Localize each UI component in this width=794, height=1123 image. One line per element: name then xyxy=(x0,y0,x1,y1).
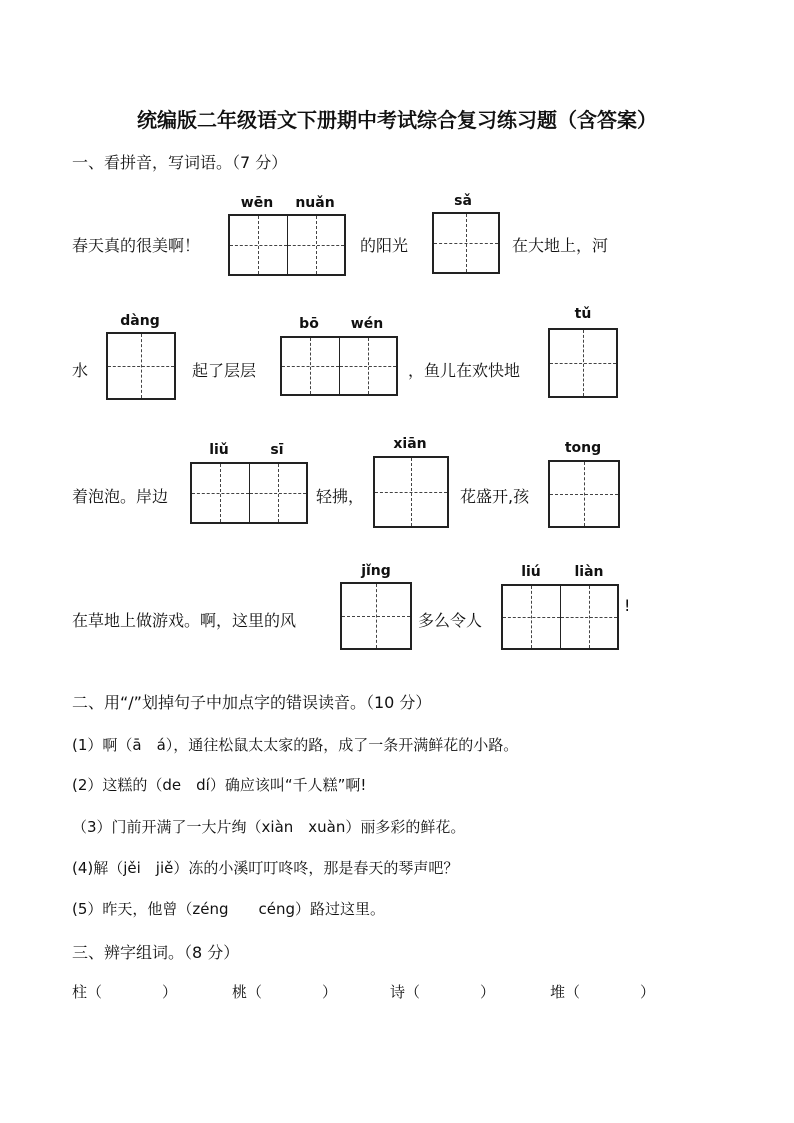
pinyin-tong: tong xyxy=(564,440,602,456)
word-blank-zhu[interactable]: 柱（ ） xyxy=(72,983,178,1001)
row2-text-b: 起了层层 xyxy=(192,361,257,380)
section-2-item-4: (4)解（jěi jiě）冻的小溪叮叮咚咚，那是春天的琴声吧？ xyxy=(72,859,459,877)
writing-grid-wennuan[interactable] xyxy=(228,214,346,276)
word-blank-shi[interactable]: 诗（ ） xyxy=(390,983,496,1001)
pinyin-nuan: nuǎn xyxy=(295,195,335,211)
section-2-item-2: (2）这糕的（de dí）确应该叫“千人糕”啊! xyxy=(72,776,367,794)
pinyin-tu: tǔ xyxy=(574,306,592,322)
row3-text-c: 花盛开,孩 xyxy=(460,487,530,506)
writing-grid-dang[interactable] xyxy=(106,332,176,400)
pinyin-lian: liàn xyxy=(574,564,604,580)
row1-text-b: 的阳光 xyxy=(360,236,409,255)
writing-grid-liulian[interactable] xyxy=(501,584,619,650)
row1-text-c: 在大地上，河 xyxy=(512,236,609,255)
writing-grid-tu[interactable] xyxy=(548,328,618,398)
section-2-item-1: (1）啊（ā á），通往松鼠太太家的路，成了一条开满鲜花的小路。 xyxy=(72,736,519,754)
row2-text-a: 水 xyxy=(72,361,89,380)
section-3-heading: 三、辨字组词。（8 分） xyxy=(72,943,240,962)
section-2-item-5: (5）昨天，他曾（zéng céng）路过这里。 xyxy=(72,900,386,918)
writing-grid-sa[interactable] xyxy=(432,212,500,274)
row3-text-b: 轻拂， xyxy=(316,487,365,506)
writing-grid-jing[interactable] xyxy=(340,582,412,650)
word-blank-tao[interactable]: 桃（ ） xyxy=(232,983,338,1001)
row4-text-c: ! xyxy=(624,596,631,615)
pinyin-xian: xiān xyxy=(393,436,427,452)
pinyin-dang: dàng xyxy=(120,313,160,329)
pinyin-jing: jǐng xyxy=(361,563,391,579)
writing-grid-tong[interactable] xyxy=(548,460,620,528)
writing-grid-xian[interactable] xyxy=(373,456,449,528)
pinyin-liu: liǔ xyxy=(209,442,229,458)
row1-text-a: 春天真的很美啊！ xyxy=(72,236,201,255)
section-2-item-3: （3）门前开满了一大片绚（xiàn xuàn）丽多彩的鲜花。 xyxy=(72,818,466,836)
pinyin-liu2: liú xyxy=(521,564,541,580)
word-blank-dui[interactable]: 堆（ ） xyxy=(550,983,656,1001)
pinyin-wen2: wén xyxy=(350,316,384,332)
row4-text-b: 多么令人 xyxy=(418,611,483,630)
pinyin-si: sī xyxy=(270,442,284,458)
page-title: 统编版二年级语文下册期中考试综合复习练习题（含答案） xyxy=(137,108,657,132)
section-1-heading: 一、看拼音，写词语。（7 分） xyxy=(72,153,288,172)
row2-text-c: ，鱼儿在欢快地 xyxy=(408,361,521,380)
row3-text-a: 着泡泡。岸边 xyxy=(72,487,169,506)
pinyin-wen: wēn xyxy=(240,195,274,211)
section-2-heading: 二、用“/”划掉句子中加点字的错误读音。（10 分） xyxy=(72,693,432,712)
row4-text-a: 在草地上做游戏。啊，这里的风 xyxy=(72,611,297,630)
pinyin-bo: bō xyxy=(299,316,319,332)
pinyin-sa: sǎ xyxy=(454,193,472,209)
writing-grid-liusi[interactable] xyxy=(190,462,308,524)
writing-grid-bowen[interactable] xyxy=(280,336,398,396)
